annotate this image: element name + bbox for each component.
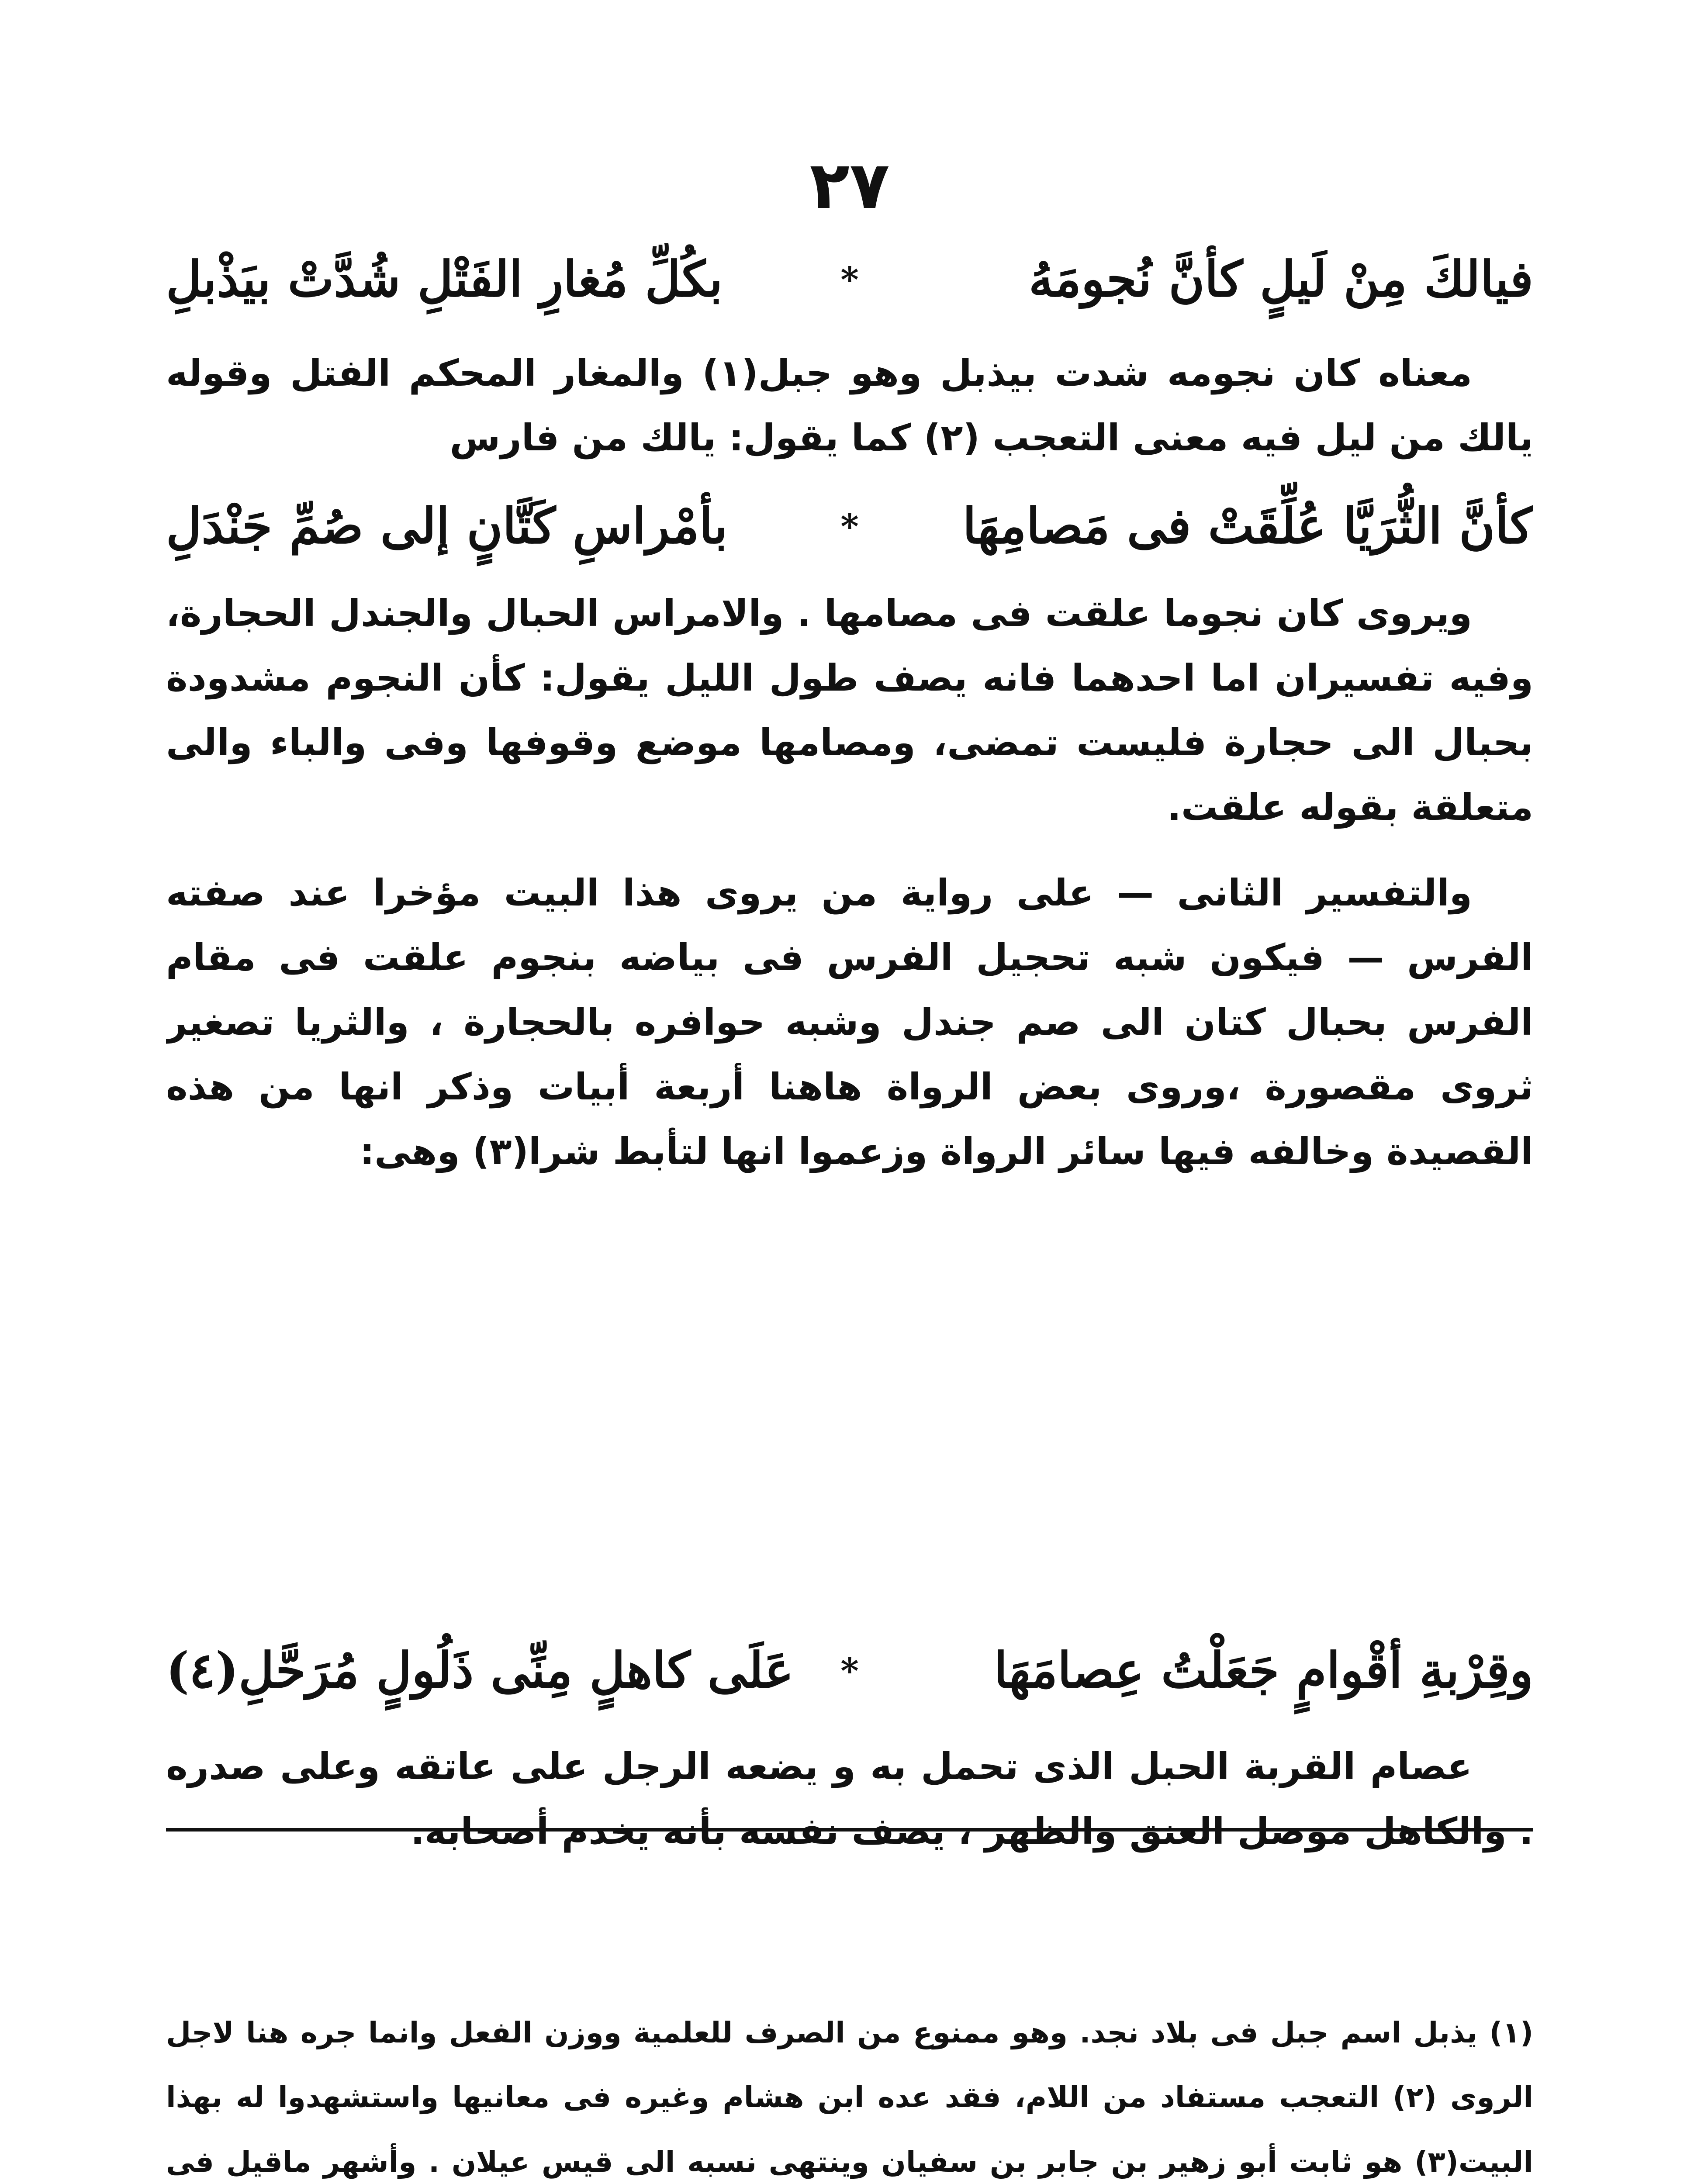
footnotes: (١) يذبل اسم جبل فى بلاد نجد. وهو ممنوع من الصرف للعلمية ووزن الفعل وانما جره هنا لاجل الروى (٢) التعجب مستفاد من اللام، فقد عده ابن هشام وغيره فى معانيها واستشهدوا له بهذا البيت(٣) هو ثابت أبو زهير بن جابر بن سفيان وينتهى نسبه الى قيس عيلان . وأشهر ماقيل فى [166,2016,1533,2179]
verse-2-separator: * [840,506,859,547]
verse-1-first-hemistich: فيالكَ مِنْ لَيلٍ كأنَّ نُجومَهُ [1029,251,1533,308]
verse-3-second-hemistich: عَلَى كاهلٍ مِنِّى ذَلُولٍ مُرَحَّلِ(٤) [166,1642,794,1699]
verse-2-first-hemistich: كأنَّ الثُّرَيَّا عُلِّقَتْ فى مَصامِهَا [962,498,1533,555]
verse-1 [166,229,1533,330]
page-number: ٢٧ [809,148,890,224]
verse-2-second-hemistich: بأمْراسِ كَتَّانٍ إلى صُمِّ جَنْدَلِ [166,498,728,555]
commentary-1: معناه كان نجومه شدت بيذبل وهو جبل(١) والمغار المحكم الفتل وقوله يالك من ليل فيه معنى التعجب (٢) كما يقول: يالك من فارس [166,352,1533,459]
commentary-2: ويروى كان نجوما علقت فى مصامها . والامراس الحبال والجندل الحجارة، وفيه تفسيران اما احدهما فانه يصف طول الليل يقول: كأن النجوم مشدودة بحبال الى حجارة فليست تمضى، ومصامها موضع وقوفها وفى والباء والى متعلقة بقوله علقت. [166,592,1533,829]
verse-1-separator: * [840,259,859,300]
commentary-4: عصام القربة الحبل الذى تحمل به و يضعه الرجل على عاتقه وعلى صدره . والكاهل موصل العنق والظهر ، يصف نفسه بأنه يخدم أصحابه. [166,1745,1533,1852]
verse-3 [166,1621,1533,1721]
commentary-3: والتفسير الثانى — على رواية من يروى هذا البيت مؤخرا عند صفته الفرس — فيكون شبه تحجيل الفرس فى بياضه بنجوم علقت فى مقام الفرس بحبال كتان الى صم جندل وشبه حوافره بالحجارة ، والثريا تصغير ثروى مقصورة ،وروى بعض الرواة هاهنا أربعة أبيات وذكر انها من هذه القصيدة وخالفه فيها سائر الرواة وزعموا انها لتأبط شرا(٣) وهى: [166,871,1533,1173]
verse-1-second-hemistich: بكُلِّ مُغارِ الفَتْلِ شُدَّتْ بيَذْبلِ [166,251,723,308]
verse-2 [166,476,1533,577]
verse-3-first-hemistich: وقِرْبةِ أقْوامٍ جَعَلْتُ عِصامَهَا [994,1642,1533,1699]
verse-3-separator: * [840,1650,859,1691]
footnote-divider [166,1828,1533,1832]
book-page [166,144,1533,2184]
